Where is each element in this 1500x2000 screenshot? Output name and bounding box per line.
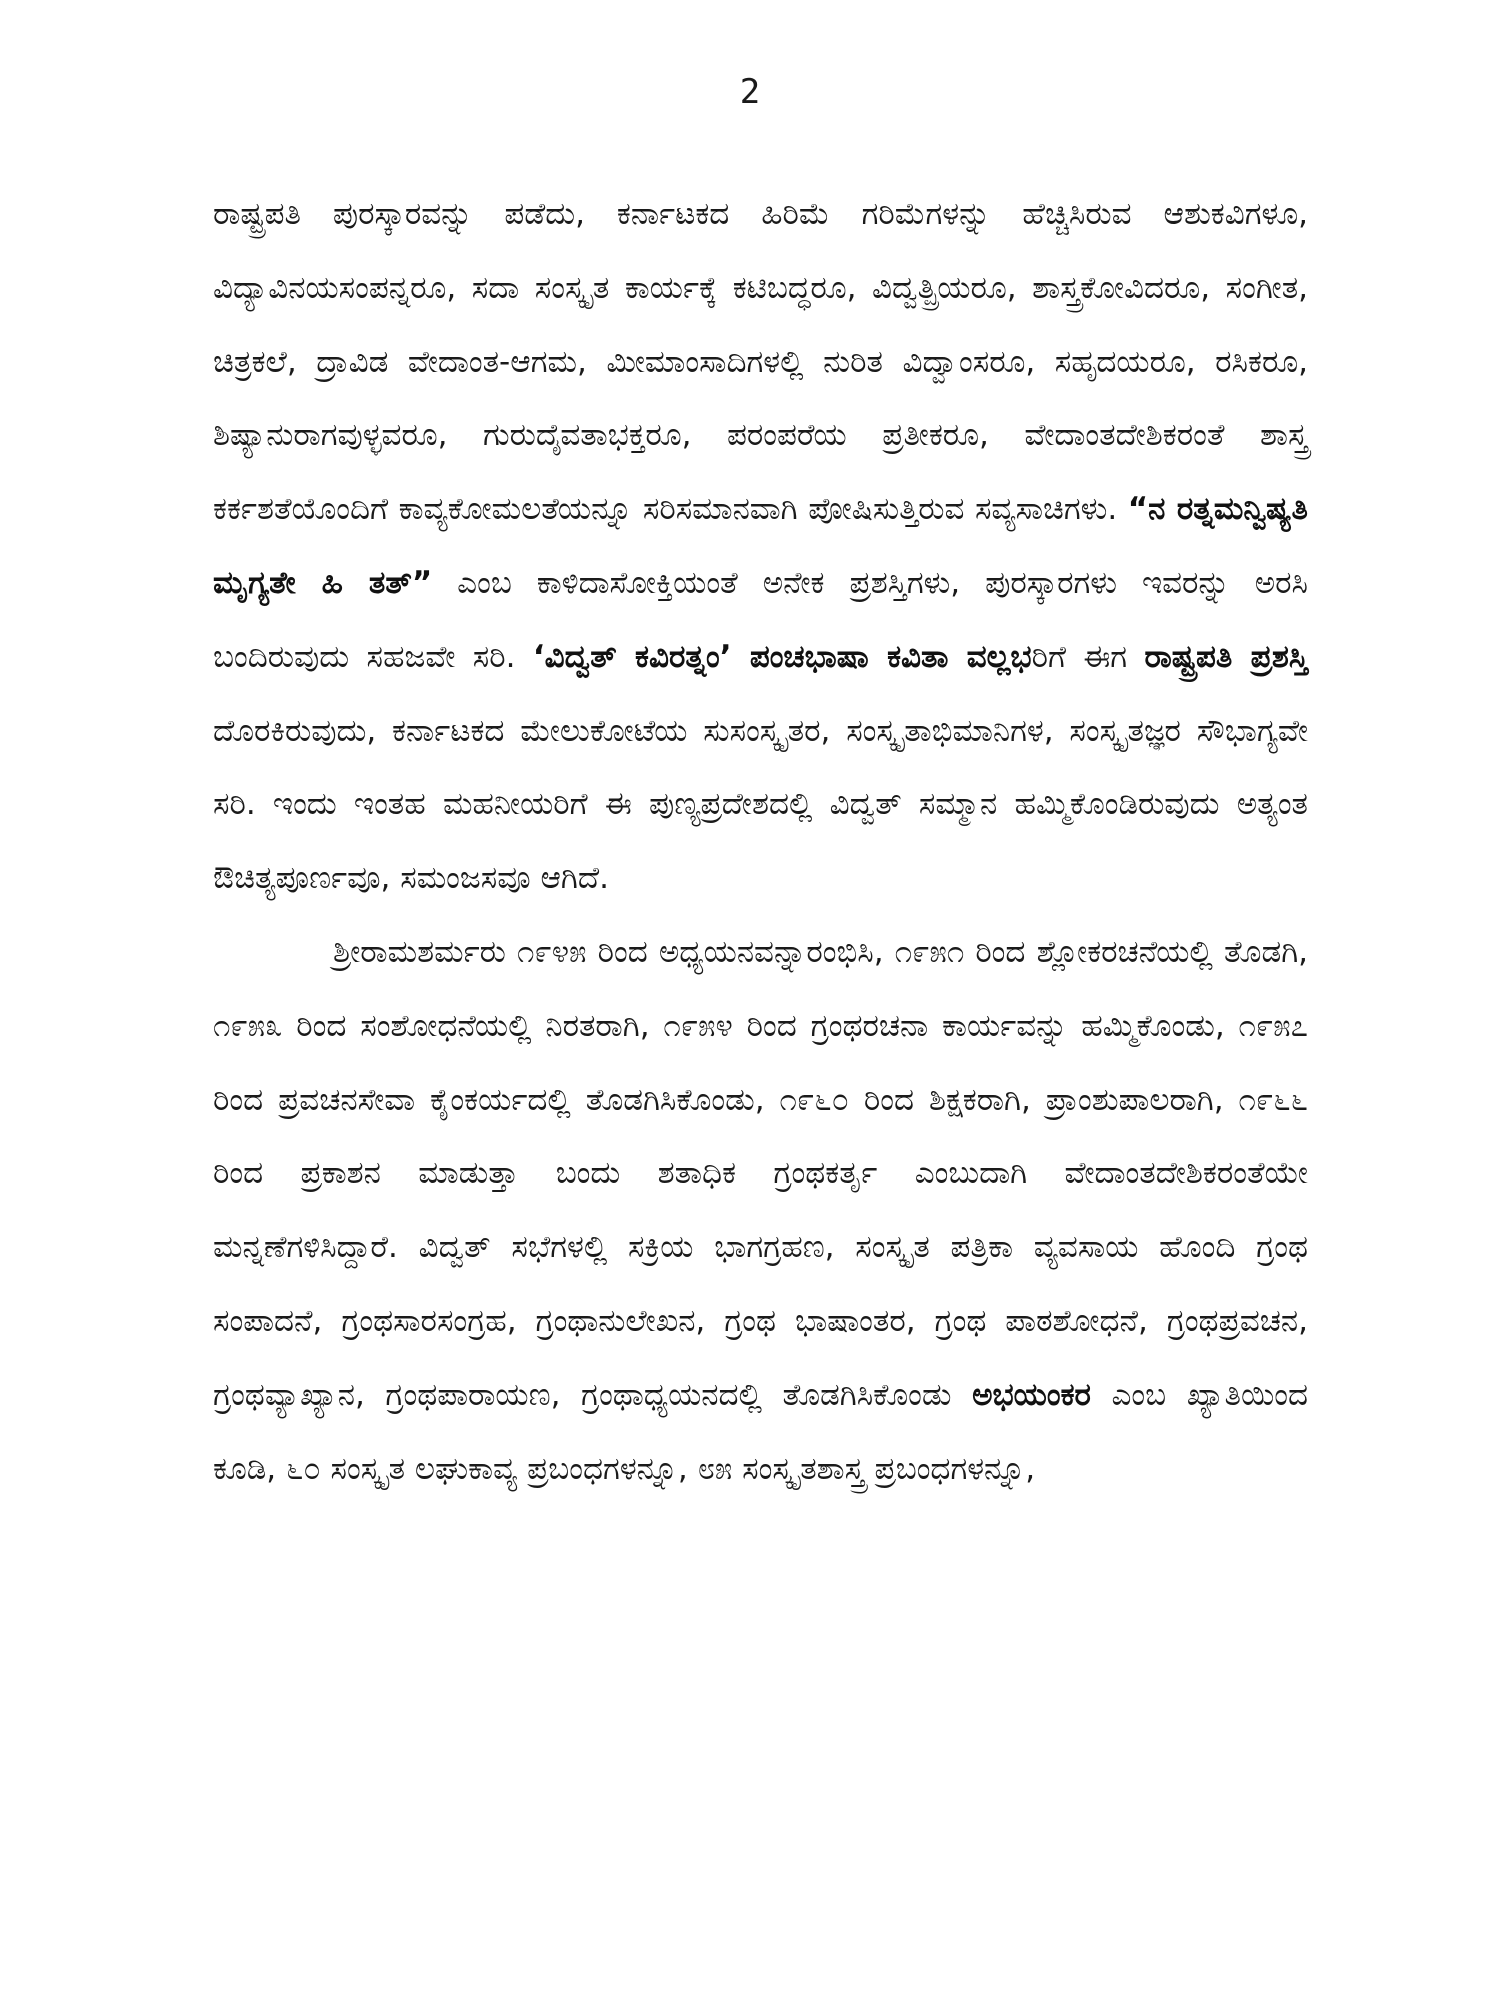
- epithet-highlight: ಅಭಯಂಕರ: [972, 1376, 1091, 1413]
- text-run: ಎಂಬ ಕಾಳಿದಾಸೋಕ್ತಿಯಂತೆ ಅನೇಕ ಪ್ರಶಸ್ತಿಗಳು, ಪುರಸ್ಕಾರಗಳು ಇವರನ್ನು ಅರಸಿ ಬಂದಿರುವುದು ಸಹಜವೇ ಸರಿ.: [213, 564, 1308, 675]
- title-highlight: ‘ವಿದ್ವತ್ ಕವಿರತ್ನಂ’ ಪಂಚಭಾಷಾ ಕವಿತಾ ವಲ್ಲಭ: [532, 638, 1032, 675]
- body-text: [213, 178, 1308, 1506]
- text-run: ಎಂಬ ಖ್ಯಾತಿಯಿಂದ ಕೂಡಿ, ೬೦ ಸಂಸ್ಕೃತ ಲಘುಕಾವ್ಯ ಪ್ರಬಂಧಗಳನ್ನೂ, ೮೫ ಸಂಸ್ಕೃತಶಾಸ್ತ್ರ ಪ್ರಬಂಧಗಳನ್ನೂ,: [213, 1376, 1308, 1487]
- award-highlight: ರಾಷ್ಟ್ರಪತಿ ಪ್ರಶಸ್ತಿ: [1144, 638, 1308, 675]
- text-run: ಶ್ರೀರಾಮಶರ್ಮರು ೧೯೪೫ ರಿಂದ ಅಧ್ಯಯನವನ್ನಾರಂಭಿಸಿ, ೧೯೫೧ ರಿಂದ ಶ್ಲೋಕರಚನೆಯಲ್ಲಿ ತೊಡಗಿ, ೧೯೫೩ ರಿಂದ ಸಂಶೋಧನೆಯಲ್ಲಿ ನಿರತರಾಗಿ, ೧೯೫೪ ರಿಂದ ಗ್ರಂಥರಚನಾ ಕಾರ್ಯವನ್ನು ಹಮ್ಮಿಕೊಂಡು, ೧೯೫೭ ರಿಂದ ಪ್ರವಚನಸೇವಾ ಕೈಂಕರ್ಯದಲ್ಲಿ ತೊಡಗಿಸಿಕೊಂಡು, ೧೯೬೦ ರಿಂದ ಶಿಕ್ಷಕರಾಗಿ, ಪ್ರಾಂಶುಪಾಲರಾಗಿ, ೧೯೬೬ ರಿಂದ ಪ್ರಕಾಶನ ಮಾಡುತ್ತಾ ಬಂದು ಶತಾಧಿಕ ಗ್ರಂಥಕರ್ತೃ ಎಂಬುದಾಗಿ ವೇದಾಂತದೇಶಿಕರಂತೆಯೇ ಮನ್ನಣೆಗಳಿಸಿದ್ದಾರೆ. ವಿದ್ವತ್ ಸಭೆಗಳಲ್ಲಿ ಸಕ್ರಿಯ ಭಾಗಗ್ರಹಣ, ಸಂಸ್ಕೃತ ಪತ್ರಿಕಾ ವ್ಯವಸಾಯ ಹೊಂದಿ ಗ್ರಂಥ ಸಂಪಾದನೆ, ಗ್ರಂಥಸಾರಸಂಗ್ರಹ, ಗ್ರಂಥಾನುಲೇಖನ, ಗ್ರಂಥ ಭಾಷಾಂತರ, ಗ್ರಂಥ ಪಾಠಶೋಧನೆ, ಗ್ರಂಥಪ್ರವಚನ, ಗ್ರಂಥವ್ಯಾಖ್ಯಾನ, ಗ್ರಂಥಪಾರಾಯಣ, ಗ್ರಂಥಾಧ್ಯಯನದಲ್ಲಿ ತೊಡಗಿಸಿಕೊಂಡು: [213, 933, 1308, 1413]
- text-run: ದೊರಕಿರುವುದು, ಕರ್ನಾಟಕದ ಮೇಲುಕೋಟೆಯ ಸುಸಂಸ್ಕೃತರ, ಸಂಸ್ಕೃತಾಭಿಮಾನಿಗಳ, ಸಂಸ್ಕೃತಜ್ಞರ ಸೌಭಾಗ್ಯವೇ ಸರಿ. ಇಂದು ಇಂತಹ ಮಹನೀಯರಿಗೆ ಈ ಪುಣ್ಯಪ್ರದೇಶದಲ್ಲಿ ವಿದ್ವತ್ ಸಮ್ಮಾನ ಹಮ್ಮಿಕೊಂಡಿರುವುದು ಅತ್ಯಂತ ಔಚಿತ್ಯಪೂರ್ಣವೂ, ಸಮಂಜಸವೂ ಆಗಿದೆ.: [213, 712, 1308, 897]
- quoted-verse: “ನ ರತ್ನಮನ್ವಿಷ್ಯತಿ ಮೃಗ್ಯತೇ ಹಿ ತತ್”: [213, 491, 1308, 601]
- text-run: ರಾಷ್ಟ್ರಪತಿ ಪುರಸ್ಕಾರವನ್ನು ಪಡೆದು, ಕರ್ನಾಟಕದ ಹಿರಿಮೆ ಗರಿಮೆಗಳನ್ನು ಹೆಚ್ಚಿಸಿರುವ ಆಶುಕವಿಗಳೂ, ವಿದ್ಯಾವಿನಯಸಂಪನ್ನರೂ, ಸದಾ ಸಂಸ್ಕೃತ ಕಾರ್ಯಕ್ಕೆ ಕಟಿಬದ್ಧರೂ, ವಿದ್ವತ್ಪ್ರಿಯರೂ, ಶಾಸ್ತ್ರಕೋವಿದರೂ, ಸಂಗೀತ, ಚಿತ್ರಕಲೆ, ದ್ರಾವಿಡ ವೇದಾಂತ-ಆಗಮ, ಮೀಮಾಂಸಾದಿಗಳಲ್ಲಿ ನುರಿತ ವಿದ್ವಾಂಸರೂ, ಸಹೃದಯರೂ, ರಸಿಕರೂ, ಶಿಷ್ಯಾನುರಾಗವುಳ್ಳವರೂ, ಗುರುದೈವತಾಭಕ್ತರೂ, ಪರಂಪರೆಯ ಪ್ರತೀಕರೂ, ವೇದಾಂತದೇಶಿಕರಂತೆ ಶಾಸ್ತ್ರ ಕರ್ಕಶತೆಯೊಂದಿಗೆ ಕಾವ್ಯಕೋಮಲತೆಯನ್ನೂ ಸರಿಸಮಾನವಾಗಿ ಪೋಷಿಸುತ್ತಿರುವ ಸವ್ಯಸಾಚಿಗಳು.: [213, 196, 1308, 528]
- page-number: 2: [739, 72, 761, 112]
- text-run: ರಿಗೆ ಈಗ: [1031, 638, 1145, 675]
- paragraph-1: [213, 178, 1308, 916]
- paragraph-2: [213, 916, 1308, 1506]
